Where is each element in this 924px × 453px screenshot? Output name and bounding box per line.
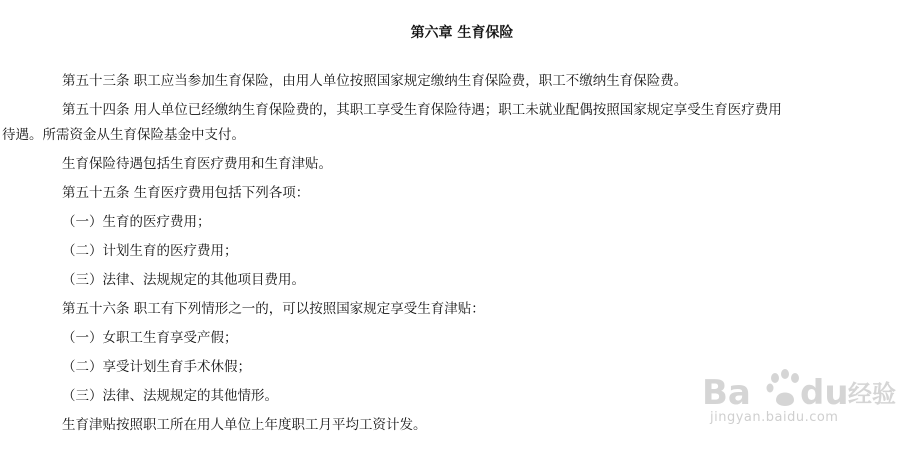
article-55-item-1: （一）生育的医疗费用； <box>62 214 211 230</box>
article-53: 第五十三条 职工应当参加生育保险，由用人单位按照国家规定缴纳生育保险费，职工不缴纳生育保险费。 <box>62 73 688 89</box>
allowance-calculation: 生育津贴按照职工所在用人单位上年度职工月平均工资计发。 <box>62 417 427 433</box>
article-56: 第五十六条 职工有下列情形之一的，可以按照国家规定享受生育津贴： <box>62 301 485 317</box>
article-54: 第五十四条 用人单位已经缴纳生育保险费的，其职工享受生育保险待遇；职工未就业配偶按照国家规定享受生育医疗费用 <box>62 102 782 118</box>
article-55: 第五十五条 生育医疗费用包括下列各项： <box>62 185 310 201</box>
svg-text:du: du <box>800 373 849 412</box>
article-55-item-3: （三）法律、法规规定的其他项目费用。 <box>62 272 305 288</box>
article-54-continuation: 待遇。所需资金从生育保险基金中支付。 <box>2 127 245 143</box>
watermark-url: jingyan.baidu.com <box>710 410 839 425</box>
svg-text:Ba: Ba <box>702 373 751 412</box>
chapter-title: 第六章 生育保险 <box>410 25 514 41</box>
paragraph-benefits: 生育保险待遇包括生育医疗费用和生育津贴。 <box>62 156 332 172</box>
article-56-item-2: （二）享受计划生育手术休假； <box>62 359 251 375</box>
article-56-item-3: （三）法律、法规规定的其他情形。 <box>62 388 278 404</box>
baidu-paw-logo-icon <box>700 366 900 412</box>
svg-text:经验: 经验 <box>848 380 896 408</box>
article-55-item-2: （二）计划生育的医疗费用； <box>62 243 238 259</box>
baidu-jingyan-watermark <box>700 366 900 436</box>
article-56-item-1: （一）女职工生育享受产假； <box>62 330 238 346</box>
